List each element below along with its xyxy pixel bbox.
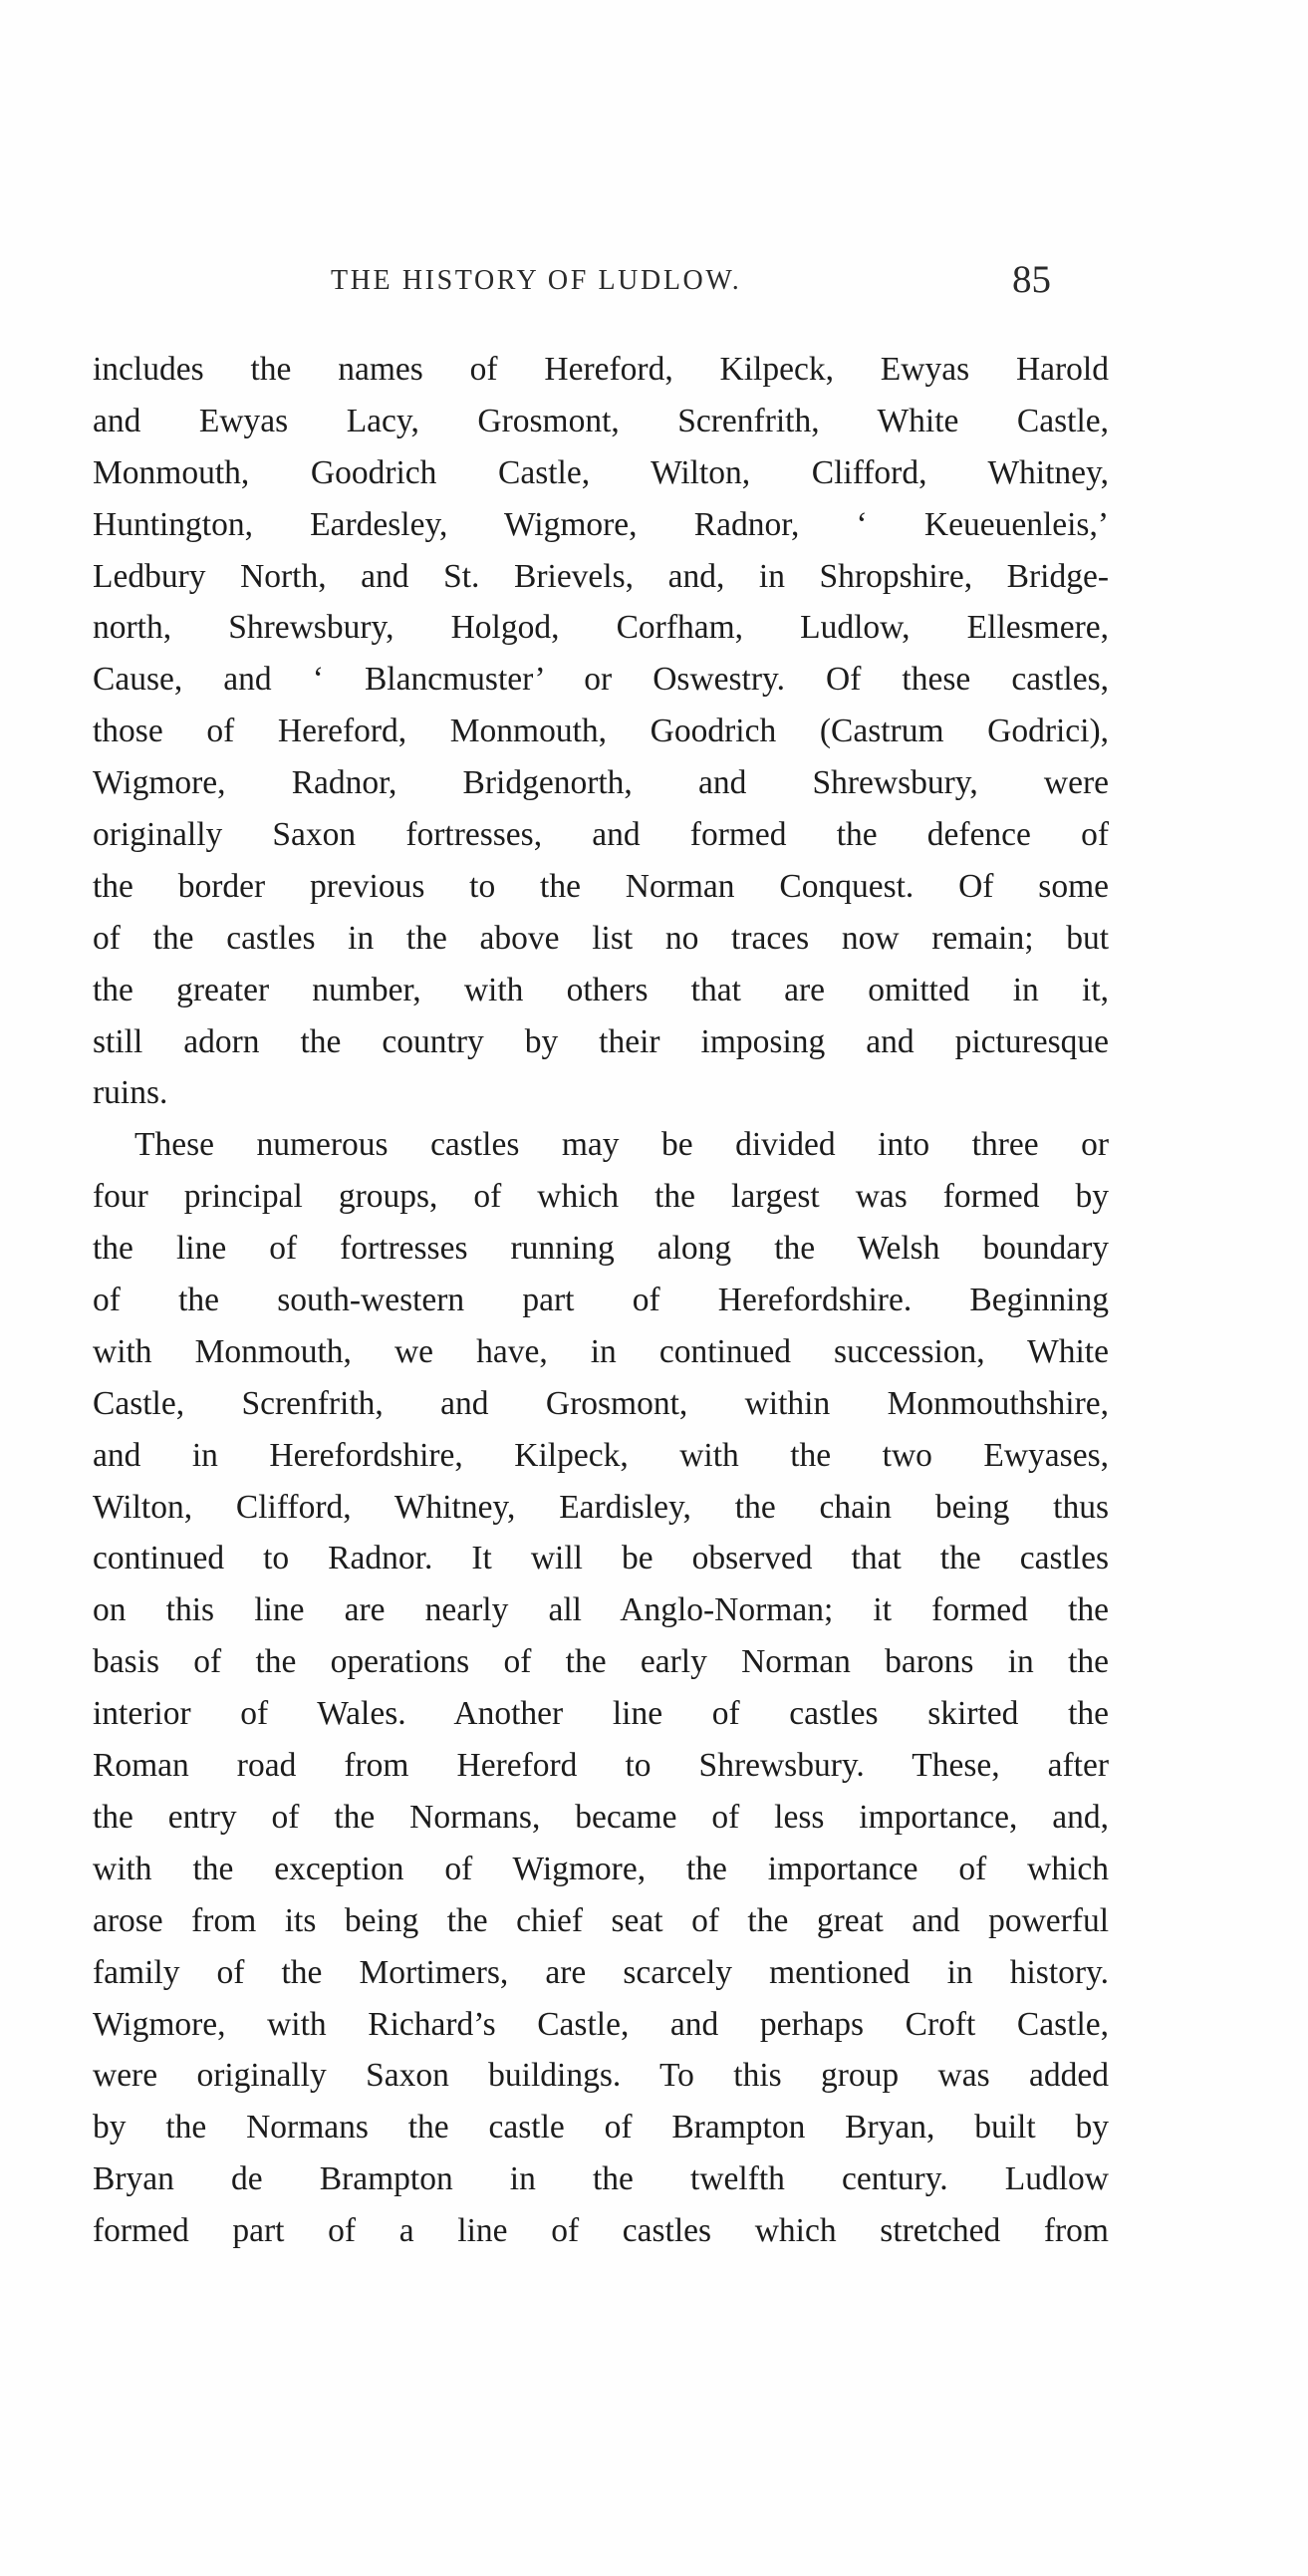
text-line: the entry of the Normans, became of less importance, and,	[93, 1798, 1109, 1836]
paragraph-1	[93, 344, 1109, 1119]
text-line: family of the Mortimers, are scarcely mentioned in history.	[93, 1953, 1109, 1991]
text-line: basis of the operations of the early Norman barons in the	[93, 1643, 1109, 1681]
body-text	[93, 344, 1109, 2257]
text-line: These numerous castles may be divided into three or	[134, 1126, 1109, 1164]
text-line: with Monmouth, we have, in continued succession, White	[93, 1332, 1109, 1370]
paragraph-2	[93, 1119, 1109, 2257]
text-line: of the south-western part of Herefordshire. Beginning	[93, 1282, 1109, 1319]
text-line: interior of Wales. Another line of castles skirted the	[93, 1695, 1109, 1733]
text-line: on this line are nearly all Anglo-Norman; it formed the	[93, 1591, 1109, 1629]
text-line: with the exception of Wigmore, the importance of which	[93, 1850, 1109, 1887]
text-line: still adorn the country by their imposing and picturesque	[93, 1022, 1109, 1060]
text-line: the line of fortresses running along the Welsh boundary	[93, 1230, 1109, 1268]
text-line: arose from its being the chief seat of the great and powerful	[93, 1901, 1109, 1939]
text-line: Ledbury North, and St. Brievels, and, in Shropshire, Bridge-	[93, 557, 1109, 595]
text-line: the border previous to the Norman Conquest. Of some	[93, 867, 1109, 905]
text-line: and in Herefordshire, Kilpeck, with the two Ewyases,	[93, 1436, 1109, 1474]
running-title: THE HISTORY OF LUDLOW.	[331, 265, 742, 296]
text-line: includes the names of Hereford, Kilpeck, Ewyas Harold	[93, 351, 1109, 388]
text-line: Cause, and ‘ Blancmuster’ or Oswestry. Of these castles,	[93, 661, 1109, 699]
text-line: Wigmore, Radnor, Bridgenorth, and Shrewsbury, were	[93, 764, 1109, 802]
page-number: 85	[1012, 258, 1051, 301]
text-line: those of Hereford, Monmouth, Goodrich (Castrum Godrici),	[93, 713, 1109, 750]
text-line: Wilton, Clifford, Whitney, Eardisley, the chain being thus	[93, 1488, 1109, 1526]
text-line: continued to Radnor. It will be observed that the castles	[93, 1540, 1109, 1577]
text-line: north, Shrewsbury, Holgod, Corfham, Ludlow, Ellesmere,	[93, 609, 1109, 647]
text-line: were originally Saxon buildings. To this group was added	[93, 2057, 1109, 2095]
text-line: Bryan de Brampton in the twelfth century. Ludlow	[93, 2160, 1109, 2198]
running-head	[0, 257, 1308, 301]
text-line: Wigmore, with Richard’s Castle, and perhaps Croft Castle,	[93, 2005, 1109, 2043]
text-line: by the Normans the castle of Brampton Bryan, built by	[93, 2109, 1109, 2147]
text-line: and Ewyas Lacy, Grosmont, Screnfrith, White Castle,	[93, 402, 1109, 439]
text-line: originally Saxon fortresses, and formed the defence of	[93, 816, 1109, 854]
text-line: of the castles in the above list no traces now remain; but	[93, 919, 1109, 957]
text-line: formed part of a line of castles which stretched from	[93, 2212, 1109, 2250]
text-line: Monmouth, Goodrich Castle, Wilton, Clifford, Whitney,	[93, 453, 1109, 491]
text-line: Huntington, Eardesley, Wigmore, Radnor, ‘ Keueuenleis,’	[93, 505, 1109, 543]
text-line: ruins.	[93, 1074, 168, 1112]
text-line: Castle, Screnfrith, and Grosmont, within Monmouthshire,	[93, 1384, 1109, 1422]
text-line: four principal groups, of which the largest was formed by	[93, 1178, 1109, 1216]
text-line: Roman road from Hereford to Shrewsbury. These, after	[93, 1747, 1109, 1785]
text-line: the greater number, with others that are omitted in it,	[93, 971, 1109, 1008]
